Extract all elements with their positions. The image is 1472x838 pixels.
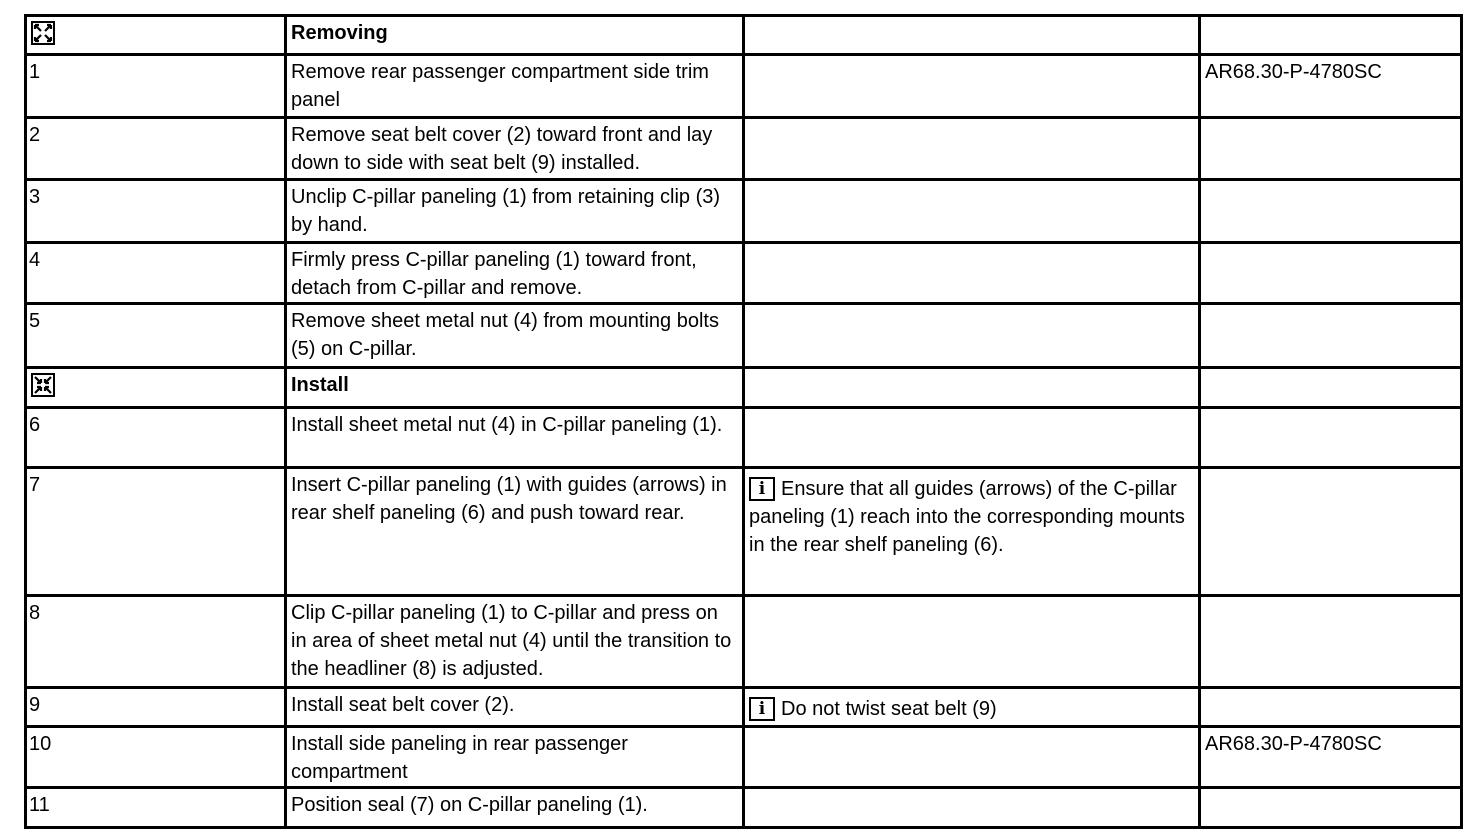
step-note bbox=[744, 55, 1200, 118]
step-number: 7 bbox=[26, 468, 286, 596]
step-text: Remove seat belt cover (2) toward front and lay down to side with seat belt (9) installed. bbox=[286, 118, 744, 180]
step-text: Remove sheet metal nut (4) from mounting bolts (5) on C-pillar. bbox=[286, 304, 744, 368]
table-row bbox=[26, 304, 1462, 368]
table-row bbox=[26, 727, 1462, 788]
step-text: Remove rear passenger compartment side trim panel bbox=[286, 55, 744, 118]
step-note bbox=[744, 596, 1200, 688]
step-text: Unclip C-pillar paneling (1) from retaining clip (3) by hand. bbox=[286, 180, 744, 243]
step-reference bbox=[1200, 180, 1462, 243]
step-text: Install side paneling in rear passenger compartment bbox=[286, 727, 744, 788]
step-note bbox=[744, 727, 1200, 788]
note-text: Ensure that all guides (arrows) of the C-pillar paneling (1) reach into the corresponding mounts in the rear shelf paneling (6). bbox=[749, 478, 1185, 556]
step-note bbox=[744, 180, 1200, 243]
step-reference bbox=[1200, 788, 1462, 828]
step-reference bbox=[1200, 468, 1462, 596]
section-row-removing bbox=[26, 16, 1462, 55]
step-reference: AR68.30-P-4780SC bbox=[1200, 55, 1462, 118]
note-block bbox=[749, 695, 1194, 723]
note-block bbox=[749, 475, 1194, 559]
step-number: 2 bbox=[26, 118, 286, 180]
table-row bbox=[26, 243, 1462, 304]
section-title: Install bbox=[286, 368, 744, 408]
section-icon-cell bbox=[26, 368, 286, 408]
step-note bbox=[744, 304, 1200, 368]
expand-arrows-icon bbox=[31, 21, 55, 45]
step-text: Install seat belt cover (2). bbox=[286, 688, 744, 727]
step-number: 4 bbox=[26, 243, 286, 304]
step-reference bbox=[1200, 118, 1462, 180]
section-row-install bbox=[26, 368, 1462, 408]
step-reference bbox=[1200, 243, 1462, 304]
step-reference bbox=[1200, 596, 1462, 688]
table-row bbox=[26, 408, 1462, 468]
table-row bbox=[26, 468, 1462, 596]
step-text: Clip C-pillar paneling (1) to C-pillar and press on in area of sheet metal nut (4) until the transition to the headliner (8) is adjusted. bbox=[286, 596, 744, 688]
step-number: 6 bbox=[26, 408, 286, 468]
collapse-arrows-icon bbox=[31, 373, 55, 397]
note-text: Do not twist seat belt (9) bbox=[781, 698, 997, 720]
table-row bbox=[26, 688, 1462, 727]
step-text: Firmly press C-pillar paneling (1) toward front, detach from C-pillar and remove. bbox=[286, 243, 744, 304]
step-note bbox=[744, 468, 1200, 596]
procedure-table bbox=[24, 14, 1463, 829]
step-reference bbox=[1200, 408, 1462, 468]
step-text: Install sheet metal nut (4) in C-pillar paneling (1). bbox=[286, 408, 744, 468]
step-reference bbox=[1200, 688, 1462, 727]
step-note bbox=[744, 243, 1200, 304]
step-text: Insert C-pillar paneling (1) with guides (arrows) in rear shelf paneling (6) and push toward rear. bbox=[286, 468, 744, 596]
step-number: 8 bbox=[26, 596, 286, 688]
step-reference: AR68.30-P-4780SC bbox=[1200, 727, 1462, 788]
info-icon: i bbox=[749, 697, 775, 721]
section-title: Removing bbox=[286, 16, 744, 55]
table-row bbox=[26, 788, 1462, 828]
info-icon: i bbox=[749, 477, 775, 501]
table-row bbox=[26, 118, 1462, 180]
step-number: 5 bbox=[26, 304, 286, 368]
step-number: 11 bbox=[26, 788, 286, 828]
step-number: 3 bbox=[26, 180, 286, 243]
step-number: 1 bbox=[26, 55, 286, 118]
step-note bbox=[744, 408, 1200, 468]
step-note bbox=[744, 118, 1200, 180]
table-row bbox=[26, 180, 1462, 243]
step-note bbox=[744, 788, 1200, 828]
step-reference bbox=[1200, 304, 1462, 368]
section-icon-cell bbox=[26, 16, 286, 55]
step-number: 10 bbox=[26, 727, 286, 788]
table-row bbox=[26, 55, 1462, 118]
step-number: 9 bbox=[26, 688, 286, 727]
step-note bbox=[744, 688, 1200, 727]
table-row bbox=[26, 596, 1462, 688]
step-text: Position seal (7) on C-pillar paneling (1). bbox=[286, 788, 744, 828]
